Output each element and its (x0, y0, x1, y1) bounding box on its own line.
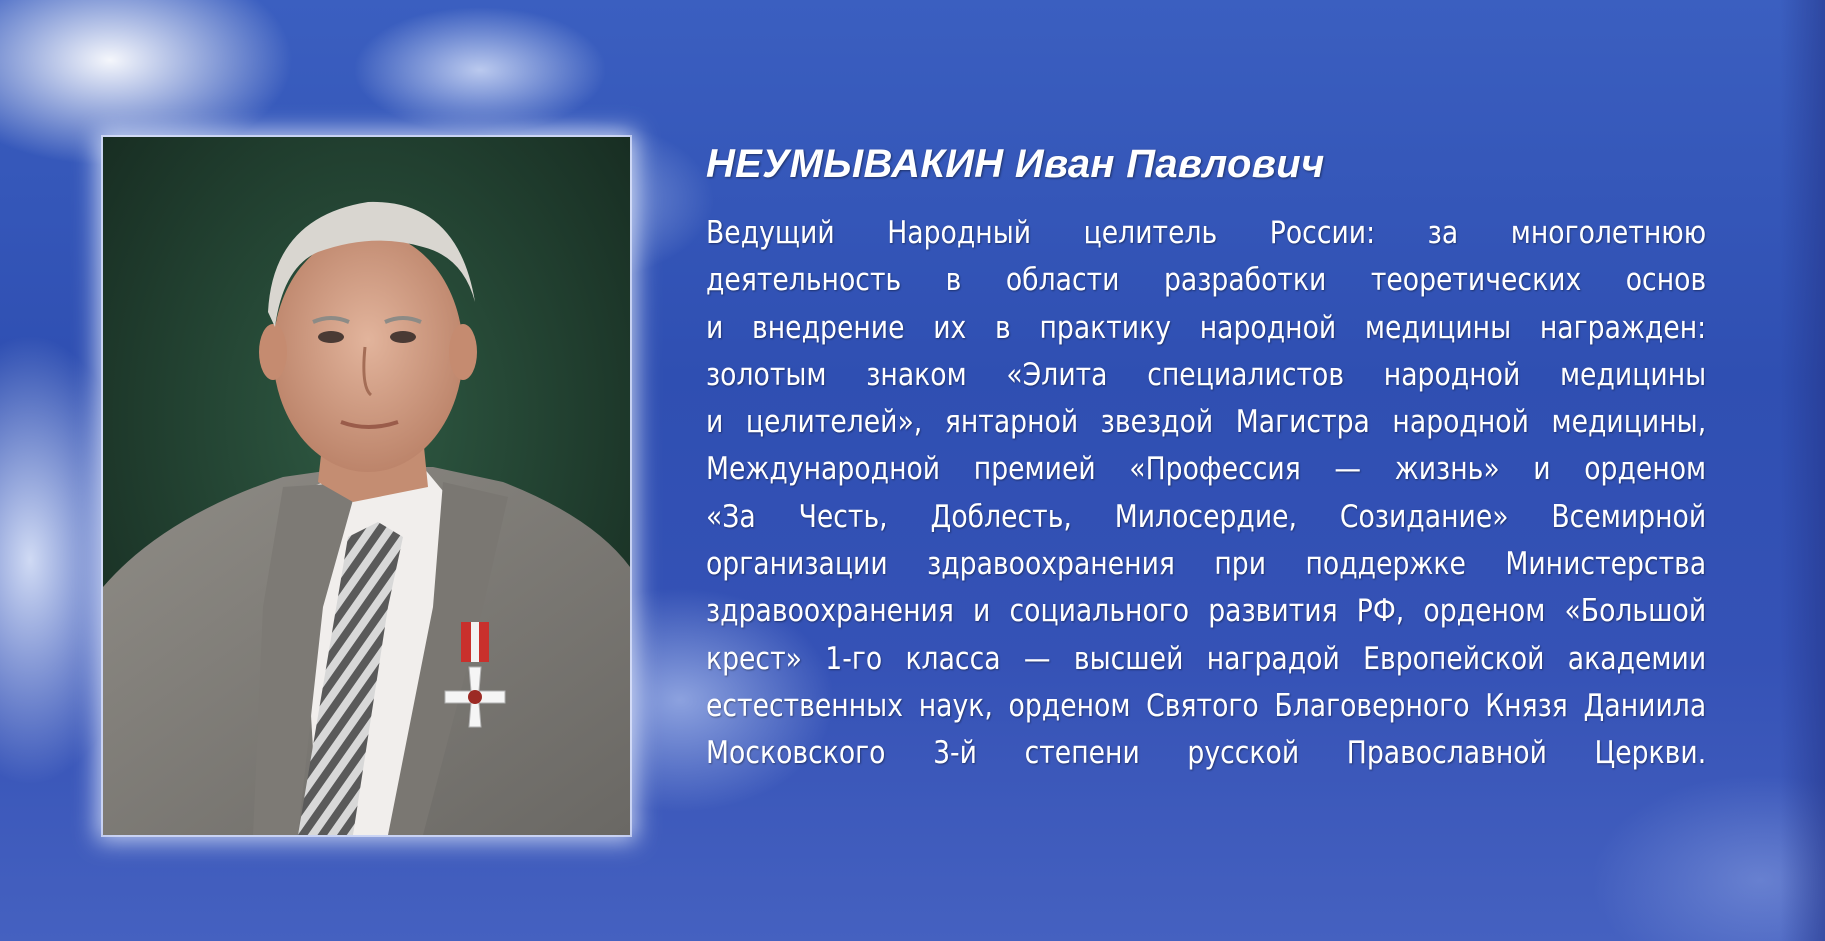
bio-line: золотым знаком «Элита специалистов народной медицины (706, 356, 1707, 393)
bio-line: организации здравоохранения при поддержке Министерства (706, 546, 1707, 583)
bio-line: естественных наук, орденом Святого Благоверного Князя Даниила (706, 687, 1707, 724)
bio-line: здравоохранения и социального развития РФ, орденом «Большой (706, 593, 1707, 630)
author-info (706, 140, 1706, 778)
bio-line: Московского 3-й степени русской Православной Церкви. (706, 735, 1707, 772)
author-name: НЕУМЫВАКИН Иван Павлович (706, 142, 1325, 186)
bio-line: крест» 1-го класса — высшей наградой Европейской академии (706, 640, 1707, 677)
bio-line: «За Честь, Доблесть, Милосердие, Созидание» Всемирной (706, 498, 1707, 535)
bio-line: и внедрение их в практику народной медицины награжден: (706, 309, 1707, 346)
bio-line: Ведущий Народный целитель России: за многолетнюю (706, 215, 1707, 251)
bio-line: и целителей», янтарной звездой Магистра народной медицины, (706, 404, 1707, 441)
author-bio (706, 210, 1706, 778)
author-portrait (103, 137, 630, 835)
bio-line: деятельность в области разработки теоретических основ (706, 262, 1707, 299)
cover-edge-shadow (1780, 0, 1825, 941)
bio-line: Международной премией «Профессия — жизнь» и орденом (706, 451, 1707, 488)
